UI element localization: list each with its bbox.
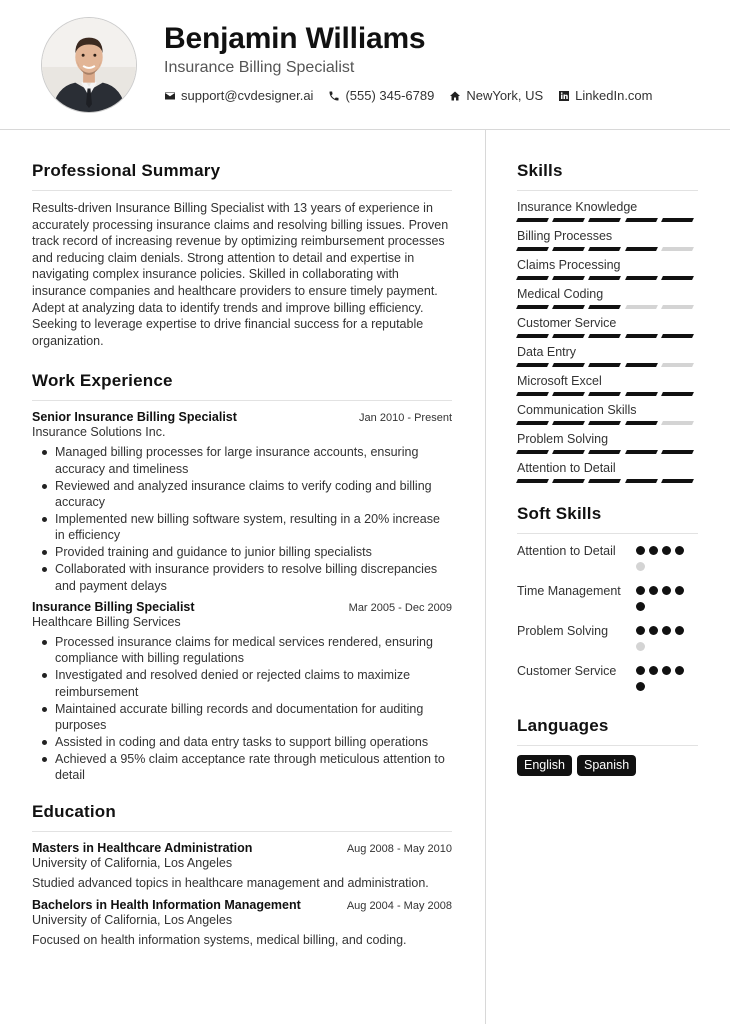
contact-bar [164, 88, 668, 103]
skill-level-segment-filled [661, 450, 694, 454]
experience-section [32, 371, 452, 783]
home-icon [449, 90, 461, 102]
skill-level-segment-filled [588, 479, 621, 483]
education-degree: Masters in Healthcare Administration [32, 840, 253, 855]
contact-phone[interactable] [328, 88, 434, 103]
skill-level-segment-filled [516, 218, 549, 222]
skill-level-segment-filled [552, 334, 585, 338]
rating-dot-filled [662, 666, 671, 675]
contact-location [449, 88, 543, 103]
job-bullet: Assisted in coding and data entry tasks to support billing operations [32, 734, 452, 750]
job-bullets [32, 634, 452, 784]
skill-level-bar [517, 334, 698, 338]
soft-skill-item [517, 623, 698, 658]
job-list [32, 410, 452, 783]
rating-dot-filled [649, 546, 658, 555]
phone-icon [328, 90, 340, 102]
soft-skill-name: Problem Solving [517, 624, 609, 638]
language-badge: Spanish [577, 755, 636, 776]
skill-level-segment-filled [516, 247, 549, 251]
job-header [32, 410, 452, 424]
languages-section [517, 716, 698, 776]
job-entry [32, 600, 452, 784]
job-header [32, 600, 452, 614]
soft-skill-dots [636, 663, 698, 698]
skill-level-segment-filled [552, 218, 585, 222]
skill-level-segment-filled [552, 450, 585, 454]
job-bullet: Reviewed and analyzed insurance claims to verify coding and billing accuracy [32, 478, 452, 511]
skill-item [517, 374, 698, 396]
soft-skill-dots [636, 623, 698, 658]
soft-skill-dots [636, 583, 698, 618]
profile-photo-illustration [42, 18, 136, 112]
skill-level-bar [517, 450, 698, 454]
skill-item [517, 403, 698, 425]
soft-skill-name: Attention to Detail [517, 544, 616, 558]
education-description: Focused on health information systems, medical billing, and coding. [32, 932, 407, 947]
rating-dot-filled [649, 666, 658, 675]
skill-name: Claims Processing [517, 258, 621, 272]
rating-dot-filled [636, 602, 645, 611]
skill-level-segment-filled [552, 421, 585, 425]
job-bullet: Implemented new billing software system, resulting in a 20% increase in efficiency [32, 511, 452, 544]
language-badge: English [517, 755, 572, 776]
education-school: University of California, Los Angeles [32, 912, 233, 927]
skill-item [517, 287, 698, 309]
skill-name: Customer Service [517, 316, 617, 330]
job-date: Jan 2010 - Present [359, 412, 452, 425]
rating-dot-filled [636, 682, 645, 691]
skill-level-segment-filled [516, 392, 549, 396]
skill-level-segment-filled [588, 276, 621, 280]
skill-item [517, 345, 698, 367]
job-bullet: Investigated and resolved denied or rejected claims to maximize reimbursement [32, 667, 452, 700]
job-title: Insurance Billing Specialist [32, 600, 195, 614]
skill-level-segment-filled [552, 305, 585, 309]
skill-level-segment-filled [625, 392, 658, 396]
job-title: Senior Insurance Billing Specialist [32, 410, 237, 425]
skill-level-segment-filled [552, 363, 585, 367]
skill-level-segment-filled [516, 363, 549, 367]
skill-level-segment-filled [661, 479, 694, 483]
skill-level-bar [517, 247, 698, 251]
job-company: Insurance Solutions Inc. [32, 425, 166, 440]
skill-level-segment-empty [661, 363, 694, 367]
contact-phone-text: (555) 345-6789 [345, 88, 435, 103]
rating-dot-filled [675, 546, 684, 555]
contact-linkedin-text: LinkedIn.com [575, 88, 653, 103]
skill-level-segment-filled [552, 247, 585, 251]
experience-heading: Work Experience [32, 371, 452, 401]
education-entry [32, 841, 452, 890]
education-description: Studied advanced topics in healthcare management and administration. [32, 875, 429, 890]
rating-dot-filled [675, 666, 684, 675]
contact-location-text: NewYork, US [466, 88, 544, 103]
job-date: Mar 2005 - Dec 2009 [348, 602, 452, 614]
rating-dot-filled [636, 546, 645, 555]
skill-level-segment-filled [588, 247, 621, 251]
job-company: Healthcare Billing Services [32, 615, 181, 629]
skill-level-segment-filled [661, 218, 694, 222]
job-bullet: Maintained accurate billing records and documentation for auditing purposes [32, 701, 452, 734]
main-column [32, 130, 452, 955]
job-bullet: Provided training and guidance to junior billing specialists [32, 544, 452, 560]
skills-heading: Skills [517, 161, 698, 191]
skill-level-segment-filled [661, 334, 694, 338]
rating-dot-filled [662, 586, 671, 595]
skill-level-segment-filled [588, 334, 621, 338]
soft-skill-item [517, 583, 698, 618]
education-header [32, 898, 452, 912]
languages-list [517, 755, 698, 776]
education-header [32, 841, 452, 855]
rating-dot-filled [662, 546, 671, 555]
soft-skills-section [517, 504, 698, 698]
languages-heading: Languages [517, 716, 698, 746]
soft-skills-list [517, 543, 698, 698]
skill-level-segment-filled [516, 450, 549, 454]
education-date: Aug 2008 - May 2010 [346, 842, 452, 855]
skill-level-segment-empty [661, 247, 694, 251]
skill-level-segment-filled [516, 479, 549, 483]
skill-level-segment-filled [588, 450, 621, 454]
job-bullet: Processed insurance claims for medical services rendered, ensuring compliance with billing regulations [32, 634, 452, 667]
education-school: University of California, Los Angeles [32, 855, 233, 870]
envelope-icon [164, 90, 176, 102]
skill-level-segment-filled [588, 363, 621, 367]
job-bullet: Managed billing processes for large insurance accounts, ensuring accuracy and timeliness [32, 444, 452, 477]
rating-dot-filled [636, 626, 645, 635]
skill-level-segment-filled [661, 276, 694, 280]
skill-level-segment-filled [625, 363, 658, 367]
skill-level-segment-filled [661, 392, 694, 396]
skill-level-bar [517, 421, 698, 425]
skill-item [517, 258, 698, 280]
rating-dot-filled [649, 626, 658, 635]
skill-level-segment-filled [552, 479, 585, 483]
skill-name: Medical Coding [517, 287, 604, 301]
rating-dot-filled [675, 626, 684, 635]
skill-level-segment-filled [516, 305, 549, 309]
skill-level-segment-filled [588, 305, 621, 309]
skills-section [517, 161, 698, 483]
contact-email-text: support@cvdesigner.ai [181, 88, 314, 103]
education-entry [32, 898, 452, 947]
skill-level-segment-filled [625, 247, 658, 251]
summary-heading: Professional Summary [32, 161, 452, 191]
soft-skill-item [517, 543, 698, 578]
skill-level-segment-filled [588, 392, 621, 396]
skill-level-segment-empty [661, 305, 694, 309]
skill-level-bar [517, 392, 698, 396]
skill-item [517, 316, 698, 338]
skill-name: Microsoft Excel [517, 374, 602, 388]
skill-level-bar [517, 276, 698, 280]
skill-level-segment-empty [661, 421, 694, 425]
rating-dot-filled [636, 586, 645, 595]
summary-text: Results-driven Insurance Billing Specialist with 13 years of experience in accurately processing insurance claims and resolving billing issues. Proven track record of increasing revenue by optimizing reimbursement processes and reducing claim denials. Strong attention to detail and expertise in navigating complex insurance policies. Skilled in collaborating with insurance companies and healthcare providers to ensure timely payment. Adept at analyzing data to identify trends and improve billing efficiency. Seeking to leverage expertise to drive financial success for a reputable organization. [32, 201, 449, 348]
rating-dot-empty [636, 642, 645, 651]
skill-level-segment-filled [516, 276, 549, 280]
education-degree: Bachelors in Health Information Management [32, 897, 301, 912]
skill-name: Problem Solving [517, 432, 609, 446]
contact-linkedin[interactable] [558, 88, 652, 103]
skill-level-segment-filled [552, 392, 585, 396]
skill-item [517, 229, 698, 251]
skill-level-bar [517, 479, 698, 483]
skill-level-segment-filled [552, 276, 585, 280]
skill-level-segment-filled [625, 334, 658, 338]
skill-name: Insurance Knowledge [517, 200, 638, 214]
skill-level-bar [517, 363, 698, 367]
skill-level-bar [517, 218, 698, 222]
skill-name: Communication Skills [517, 403, 637, 417]
sidebar-column [517, 130, 698, 776]
skill-level-segment-filled [588, 421, 621, 425]
skill-name: Billing Processes [517, 229, 613, 243]
skill-item [517, 200, 698, 222]
rating-dot-filled [636, 666, 645, 675]
skill-item [517, 432, 698, 454]
resume-header [0, 0, 730, 130]
skill-level-segment-filled [625, 450, 658, 454]
skill-level-bar [517, 305, 698, 309]
summary-section [32, 161, 452, 349]
skills-list [517, 200, 698, 483]
rating-dot-filled [675, 586, 684, 595]
rating-dot-filled [662, 626, 671, 635]
soft-skill-item [517, 663, 698, 698]
skill-level-segment-filled [588, 218, 621, 222]
education-list [32, 841, 452, 947]
soft-skill-dots [636, 543, 698, 578]
education-date: Aug 2004 - May 2008 [346, 899, 452, 912]
job-entry [32, 410, 452, 594]
candidate-title: Insurance Billing Specialist [164, 59, 355, 76]
contact-email[interactable] [164, 88, 313, 103]
skill-level-segment-filled [625, 479, 658, 483]
rating-dot-empty [636, 562, 645, 571]
soft-skill-name: Customer Service [517, 664, 617, 678]
skill-item [517, 461, 698, 483]
skill-level-segment-filled [625, 218, 658, 222]
job-bullet: Collaborated with insurance providers to resolve billing discrepancies and payment delays [32, 561, 452, 594]
skill-name: Attention to Detail [517, 461, 616, 475]
rating-dot-filled [649, 586, 658, 595]
candidate-name: Benjamin Williams [164, 22, 426, 55]
education-heading: Education [32, 802, 452, 832]
profile-photo [41, 17, 137, 113]
job-bullets [32, 444, 452, 594]
soft-skill-name: Time Management [517, 584, 621, 598]
job-bullet: Achieved a 95% claim acceptance rate through meticulous attention to detail [32, 751, 452, 784]
skill-level-segment-filled [625, 421, 658, 425]
skill-level-segment-filled [516, 334, 549, 338]
skill-level-segment-filled [625, 276, 658, 280]
linkedin-icon [558, 90, 570, 102]
soft-skills-heading: Soft Skills [517, 504, 698, 534]
education-section [32, 802, 452, 947]
skill-name: Data Entry [517, 345, 577, 359]
skill-level-segment-empty [625, 305, 658, 309]
skill-level-segment-filled [516, 421, 549, 425]
column-divider [485, 130, 486, 1024]
